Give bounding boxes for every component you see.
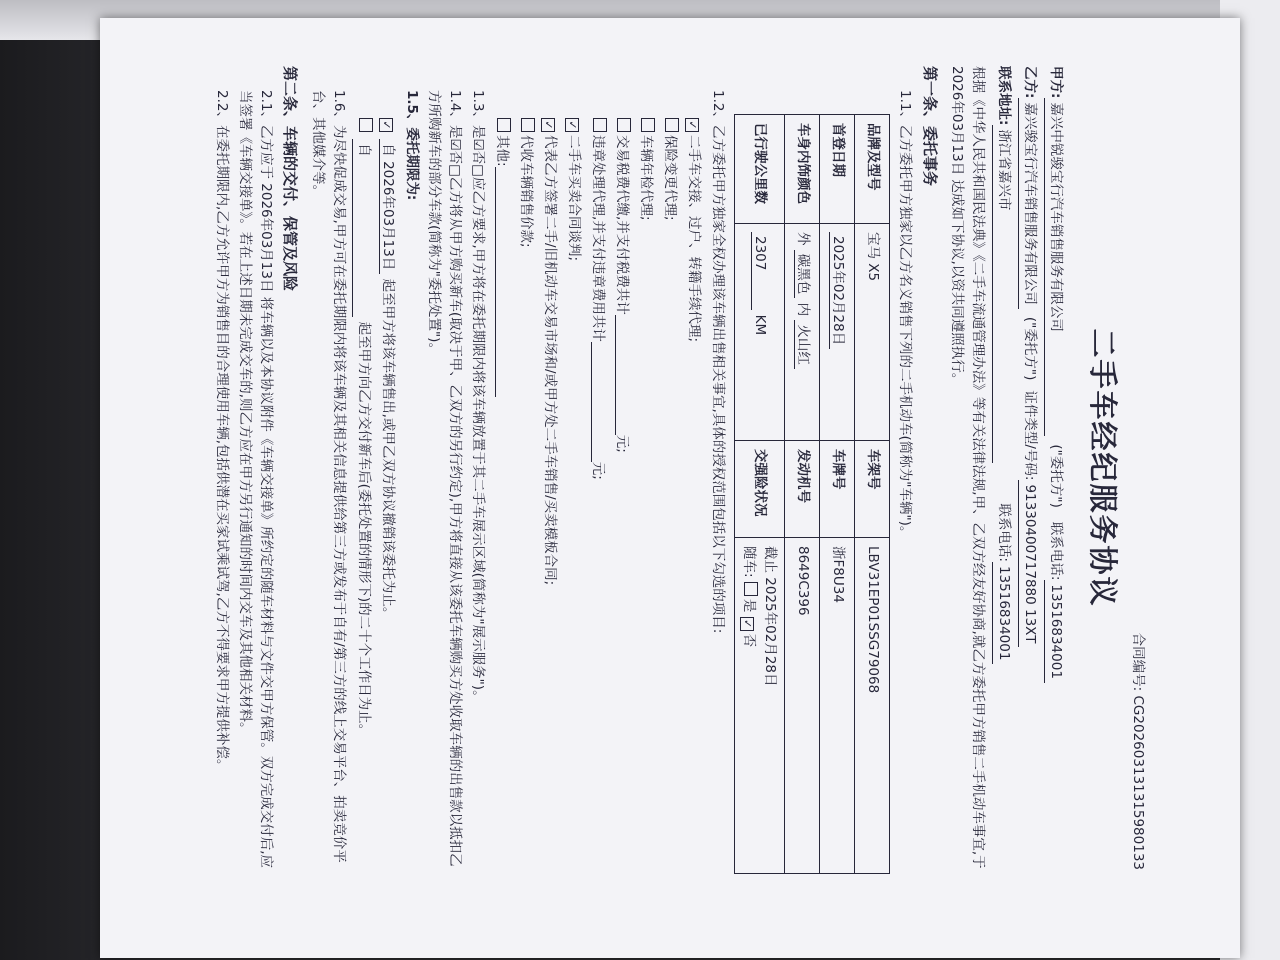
term-option-1 [377,118,398,870]
table-row [734,115,785,874]
party-a-row [1044,66,1066,870]
no-checkbox[interactable]: ✓ [740,617,754,631]
party-b-name: 嘉兴骏宝行汽车销售服务有限公司 [1018,98,1040,309]
yuan-label: 元; [613,434,630,453]
option-label: 违章处理代理,并支付违章费用共计 [589,135,606,342]
clause-2-1: 2.1、乙方应于 2026年03月13日 将车辆以及本协议附件《车辆交接单》所约定的随车材料与文件交甲方保管。双方完成交付后,应当签署《车辆交接单》。若在上述日期未完成交车的,则乙方应在甲方另行通知的时间内交车及其他相关材料。 [236,90,274,869]
vin-label: 车架号 [855,441,890,538]
article-2-title: 第二条、车辆的交付、保管及风险 [280,66,299,292]
option-checkbox[interactable] [497,118,511,132]
document-title: 二手车经纪服务协议 [1086,328,1121,608]
insurance-label: 交强险状况 [734,441,785,538]
amount-blank[interactable] [615,315,630,435]
authorization-option [539,118,560,870]
option-label: 代收车辆销售价款; [518,135,535,248]
mileage-cell [734,224,785,441]
option-list [491,66,703,870]
party-a-phone: 13516834001 [1044,580,1066,682]
authorization-option [659,118,680,870]
color-ext-value: 碳黑色 [794,250,811,299]
contact-phone: 13516834001 [992,562,1014,664]
option-checkbox[interactable]: ✓ [565,118,579,132]
yes-checkbox[interactable] [744,582,758,596]
term-1-checkbox[interactable]: ✓ [379,118,393,132]
party-a-phone-label: 联系电话: [1048,521,1065,581]
mileage-label: 已行驶公里数 [734,115,785,224]
party-b-id-label: 证件类型/号码: [1022,390,1039,481]
no-label: 否 [741,633,758,648]
contact-phone-label: 联系电话: [996,503,1013,562]
amount-blank[interactable] [591,342,606,462]
term-2-text: 起至甲方向乙方交付新车后(委托处置的情形下)的二十个工作日为止。 [355,321,372,738]
yuan-label: 元; [589,461,606,480]
insurance-until: 截止 2025年02月28日 [762,546,779,687]
authorization-option [683,118,704,870]
option-label: 交易税费代缴,并支付税费共计 [613,135,630,315]
yes-label: 是 [741,598,758,613]
contract-number-label: 合同编号: [1130,632,1146,692]
preamble: 根据《中华人民共和国民法典》《二手车流通管理办法》等有关法律法规,甲、乙双方经友好协商,就乙方委托甲方销售二手机动车事宜,于 2026年03月13日 达成如下协议,以资共同遵照执行。 [949,66,987,869]
authorization-option [563,118,584,870]
contract-number [1127,66,1148,870]
reg-date-value: 2025年02月28日 [829,232,846,349]
clause-1-1: 1.1、乙方委托甲方独家以乙方名义销售下列的二手机动车(简称为"车辆")。 [897,90,914,540]
option-label: 车辆年检代理; [637,135,654,221]
authorization-option [491,118,512,870]
term-1-text: 起至甲方将该车辆售出,或甲乙双方协议撤销该委托为止。 [379,278,396,621]
authorization-option [611,118,632,870]
party-b-row [1018,66,1040,870]
option-label: 二手车交接、过户、转籍手续代理; [685,135,702,343]
contact-row [992,66,1014,870]
option-checkbox[interactable] [593,118,607,132]
color-int-value: 火山红 [794,320,811,369]
option-label: 保险变更代理; [661,135,678,221]
term-option-2 [352,118,374,870]
contract-document [70,30,1170,910]
authorization-option [515,118,536,870]
clause-2-2: 2.2、在委托期限内,乙方允许甲方为销售目的合理使用车辆,包括供潜在买家试乘试驾,乙方不得要求甲方提供补偿。 [213,90,230,773]
option-label: 二手车买卖合同谈判; [565,135,582,262]
party-a-role: ("委托方") [1048,444,1065,508]
brand-value: 宝马 X5 [855,224,890,441]
term-1-date: 自 2026年03月13日 [379,139,396,274]
table-row [785,115,820,874]
option-checkbox[interactable] [617,118,631,132]
vehicle-table [734,114,891,874]
mileage-unit: KM [751,314,768,336]
reg-date-cell [820,224,855,441]
table-row [820,115,855,874]
contract-number-value: CG202603131315980133 [1130,695,1146,870]
other-blank[interactable] [495,167,510,397]
option-checkbox[interactable]: ✓ [685,118,699,132]
plate-value: 浙F8U34 [820,538,855,874]
authorization-option [635,118,656,870]
party-b-role: ("委托方") [1022,316,1039,381]
mileage-value: 2307 [751,232,768,310]
option-checkbox[interactable] [641,118,655,132]
color-label: 车身内饰颜色 [785,115,820,224]
insurance-follow-label: 随车: [741,546,758,578]
article-1-title: 第一条、委托事务 [920,66,939,187]
clause-1-5-title: 1.5、委托期限为: [403,90,420,201]
address-value: 浙江省嘉兴市 [992,125,1014,463]
term-2-prefix: 自 [352,139,374,317]
party-b-label: 乙方: [1022,66,1039,99]
option-label: 其他: [494,135,511,167]
party-b-id-value: 91330400717880 13XT [1018,480,1040,647]
clause-1-4: 1.4、是☑否□乙方将从甲方购买新车(取决于甲、乙双方的另行约定),甲方将直接从该委托车辆购买方处收取车辆的出售款以抵扣乙方所购新车的部分车款(简称为"委托处置")。 [426,90,464,867]
insurance-follow [739,546,760,865]
option-checkbox[interactable] [665,118,679,132]
color-ext-prefix: 外 [794,232,811,246]
table-row [855,115,890,874]
plate-label: 车牌号 [820,441,855,538]
party-a-name: 嘉兴中锐骏宝行汽车销售服务有限公司 [1044,98,1066,436]
clause-1-6: 1.6、为尽快促成交易,甲方可在委托期限内将该车辆及其相关信息提供给第三方或发布于自有/第三方的线上交易平台、拍卖竞价平台、其他媒介等。 [309,90,347,863]
party-a-label: 甲方: [1048,66,1065,99]
engine-value: 8649C396 [785,538,820,874]
clause-1-2: 1.2、乙方委托甲方独家全权办理该车辆出售相关事宜,具体的授权范围包括以下勾选的项目: [709,90,726,634]
term-2-checkbox[interactable] [359,118,373,132]
option-checkbox[interactable]: ✓ [541,118,555,132]
option-label: 代表乙方签署二手/旧机动车交易市场和/或甲方处二手车销售/买卖模板合同; [542,135,559,586]
option-checkbox[interactable] [521,118,535,132]
color-int-prefix: 内 [794,302,811,317]
vin-value: LBV31EP01SSG79068 [855,538,890,874]
reg-date-label: 首登日期 [820,115,855,224]
color-cell [785,224,820,441]
brand-label: 品牌及型号 [855,115,890,224]
insurance-cell [734,538,785,874]
engine-label: 发动机号 [785,441,820,538]
authorization-option [587,118,608,870]
clause-1-3: 1.3、是☑否□应乙方要求,甲方将在委托期限内将该车辆放置于其二手车展示区域(简称为"展示服务")。 [470,90,487,704]
address-label: 联系地址: [996,66,1013,126]
